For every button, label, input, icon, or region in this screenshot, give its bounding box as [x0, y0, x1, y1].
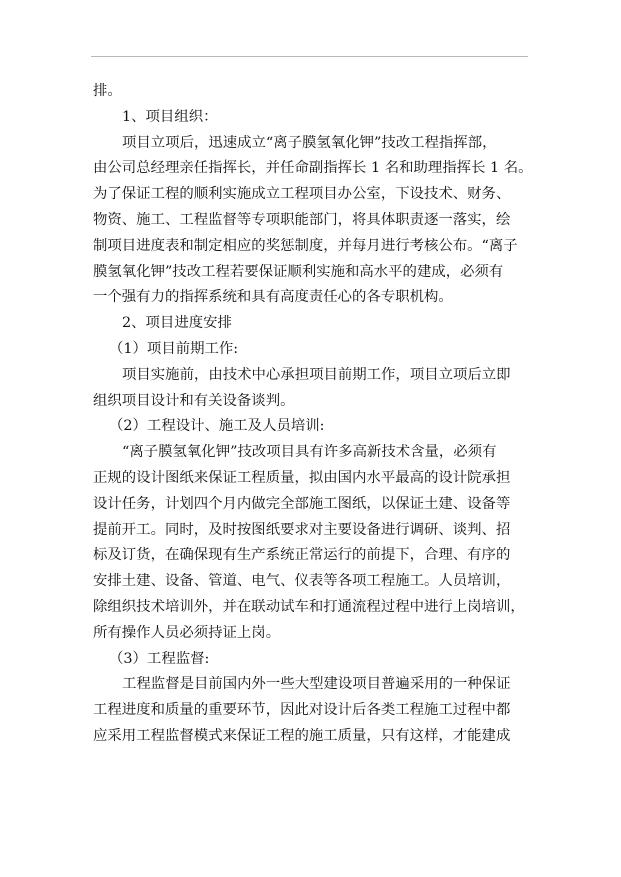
text-line: 除组织技术培训外，并在联动试车和打通流程过程中进行上岗培训， [93, 598, 525, 615]
text-line: 物资、施工、工程监督等专项职能部门，将具体职责逐一落实，绘 [93, 211, 511, 228]
header-divider [91, 56, 528, 57]
text-line: 组织项目设计和有关设备谈判。 [93, 392, 295, 409]
text-line: “离子膜氢氧化钾”技改项目具有许多高新技术含量，必须有 [122, 444, 497, 461]
text-line: 工程监督是目前国内外一些大型建设项目普遍采用的一种保证 [122, 676, 511, 693]
text-line: 应采用工程监督模式来保证工程的施工质量，只有这样，才能建成 [93, 727, 511, 744]
text-line: 项目实施前，由技术中心承担项目前期工作，项目立项后立即 [122, 366, 511, 383]
text-line: （2）工程设计、施工及人员培训: [109, 418, 325, 435]
text-line: 一个强有力的指挥系统和具有高度责任心的各专职机构。 [93, 289, 453, 306]
text-line: 安排土建、设备、管道、电气、仪表等各项工程施工。人员培训， [93, 573, 511, 590]
text-line: 标及订货，在确保现有生产系统正常运行的前提下，合理、有序的 [93, 547, 511, 564]
text-line: 所有操作人员必须持证上岗。 [93, 624, 281, 641]
text-line: （3）工程监督: [109, 650, 210, 667]
text-line: 设计任务，计划四个月内做完全部施工图纸，以保证土建、设备等 [93, 495, 511, 512]
text-line: 1、项目组织： [122, 108, 218, 125]
document-body [93, 79, 533, 750]
text-line: 2、项目进度安排 [122, 315, 232, 332]
text-line: 工程进度和质量的重要环节，因此对设计后各类工程施工过程中都 [93, 702, 511, 719]
text-line: 项目立项后，迅速成立“离子膜氢氧化钾”技改工程指挥部， [122, 134, 497, 151]
text-line: 提前开工。同时，及时按图纸要求对主要设备进行调研、谈判、招 [93, 521, 511, 538]
text-line: 为了保证工程的顺利实施成立工程项目办公室，下设技术、财务、 [93, 186, 511, 203]
text-line: 制项目进度表和制定相应的奖惩制度，并每月进行考核公布。“离子 [93, 237, 518, 254]
text-line: （1）项目前期工作: [109, 340, 239, 357]
text-line: 正规的设计图纸来保证工程质量，拟由国内水平最高的设计院承担 [93, 469, 511, 486]
text-line: 排。 [93, 83, 122, 99]
text-line: 膜氢氧化钾”技改工程若要保证顺利实施和高水平的建成，必须有 [93, 263, 504, 280]
text-line: 由公司总经理亲任指挥长，并任命副指挥长 1 名和助理指挥长 1 名。 [93, 160, 533, 177]
